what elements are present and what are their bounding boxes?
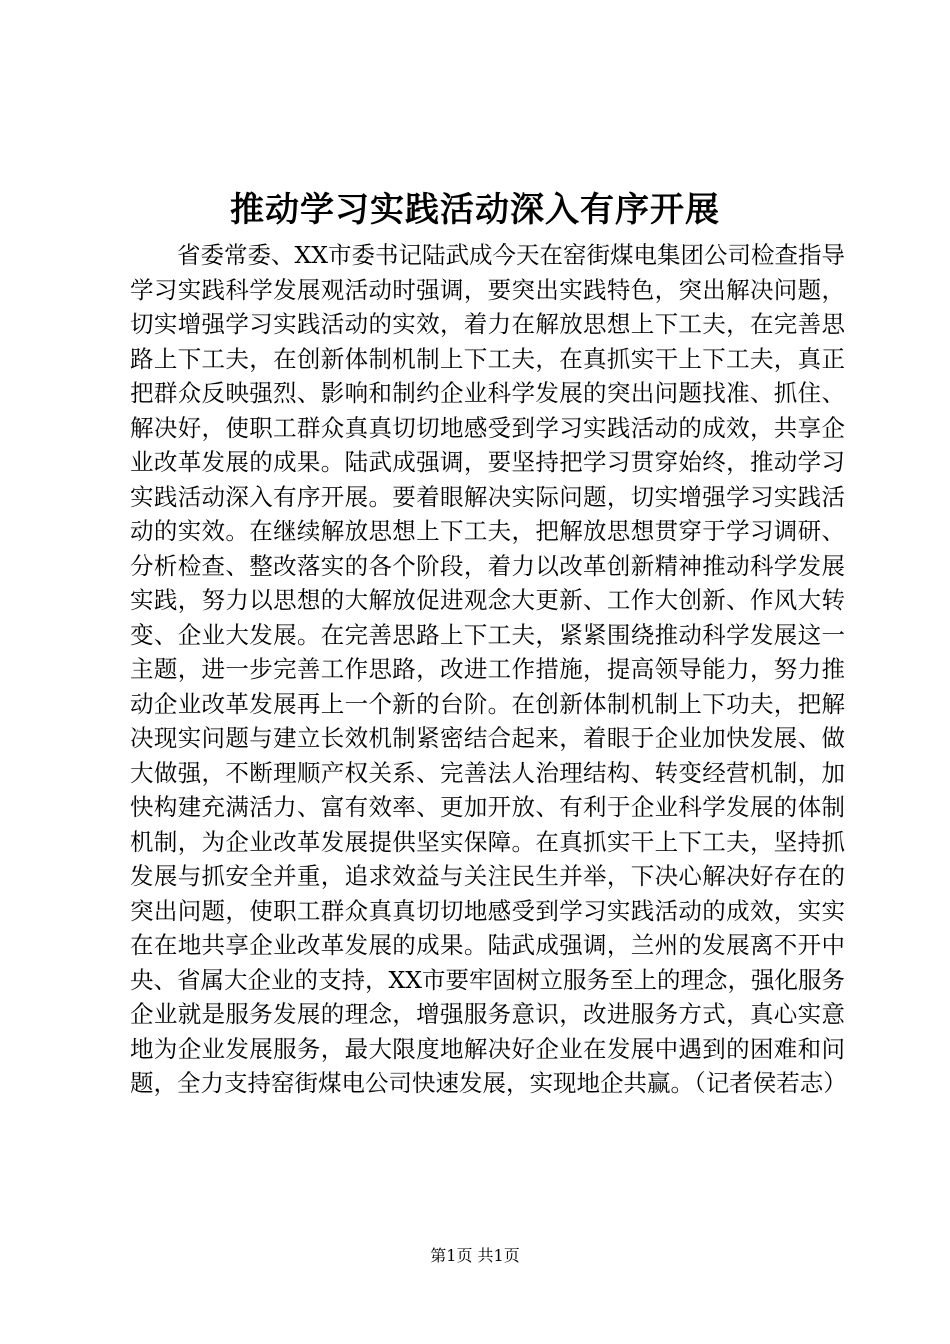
page-footer: 第1页 共1页: [430, 1246, 520, 1265]
document-body: 省委常委、XX市委书记陆武成今天在窑街煤电集团公司检查指导学习实践科学发展观活动时强调，要突出实践特色，突出解决问题，切实增强学习实践活动的实效，着力在解放思想上下工夫，在完善思路上下工夫，在创新体制机制上下工夫，在真抓实干上下工夫，真正把群众反映强烈、影响和制约企业科学发展的突出问题找准、抓住、解决好，使职工群众真真切切地感受到学习实践活动的成效，共享企业改革发展的成果。陆武成强调，要坚持把学习贯穿始终，推动学习实践活动深入有序开展。要着眼解决实际问题，切实增强学习实践活动的实效。在继续解放思想上下工夫，把解放思想贯穿于学习调研、分析检查、整改落实的各个阶段，着力以改革创新精神推动科学发展实践，努力以思想的大解放促进观念大更新、工作大创新、作风大转变、企业大发展。在完善思路上下工夫，紧紧围绕推动科学发展这一主题，进一步完善工作思路，改进工作措施，提高领导能力，努力推动企业改革发展再上一个新的台阶。在创新体制机制上下功夫，把解决现实问题与建立长效机制紧密结合起来，着眼于企业加快发展、做大做强，不断理顺产权关系、完善法人治理结构、转变经营机制，加快构建充满活力、富有效率、更加开放、有利于企业科学发展的体制机制，为企业改革发展提供坚实保障。在真抓实干上下工夫，坚持抓发展与抓安全并重，追求效益与关注民生并举，下决心解决好存在的突出问题，使职工群众真真切切地感受到学习实践活动的成效，实实在在地共享企业改革发展的成果。陆武成强调，兰州的发展离不开中央、省属大企业的支持，XX市要牢固树立服务至上的理念，强化服务企业就是服务发展的理念，增强服务意识，改进服务方式，真心实意地为企业发展服务，最大限度地解决好企业在发展中遇到的困难和问题，全力支持窑街煤电公司快速发展，实现地企共赢。（记者侯若志）: [130, 241, 847, 1097]
document-title: 推动学习实践活动深入有序开展: [230, 190, 720, 230]
